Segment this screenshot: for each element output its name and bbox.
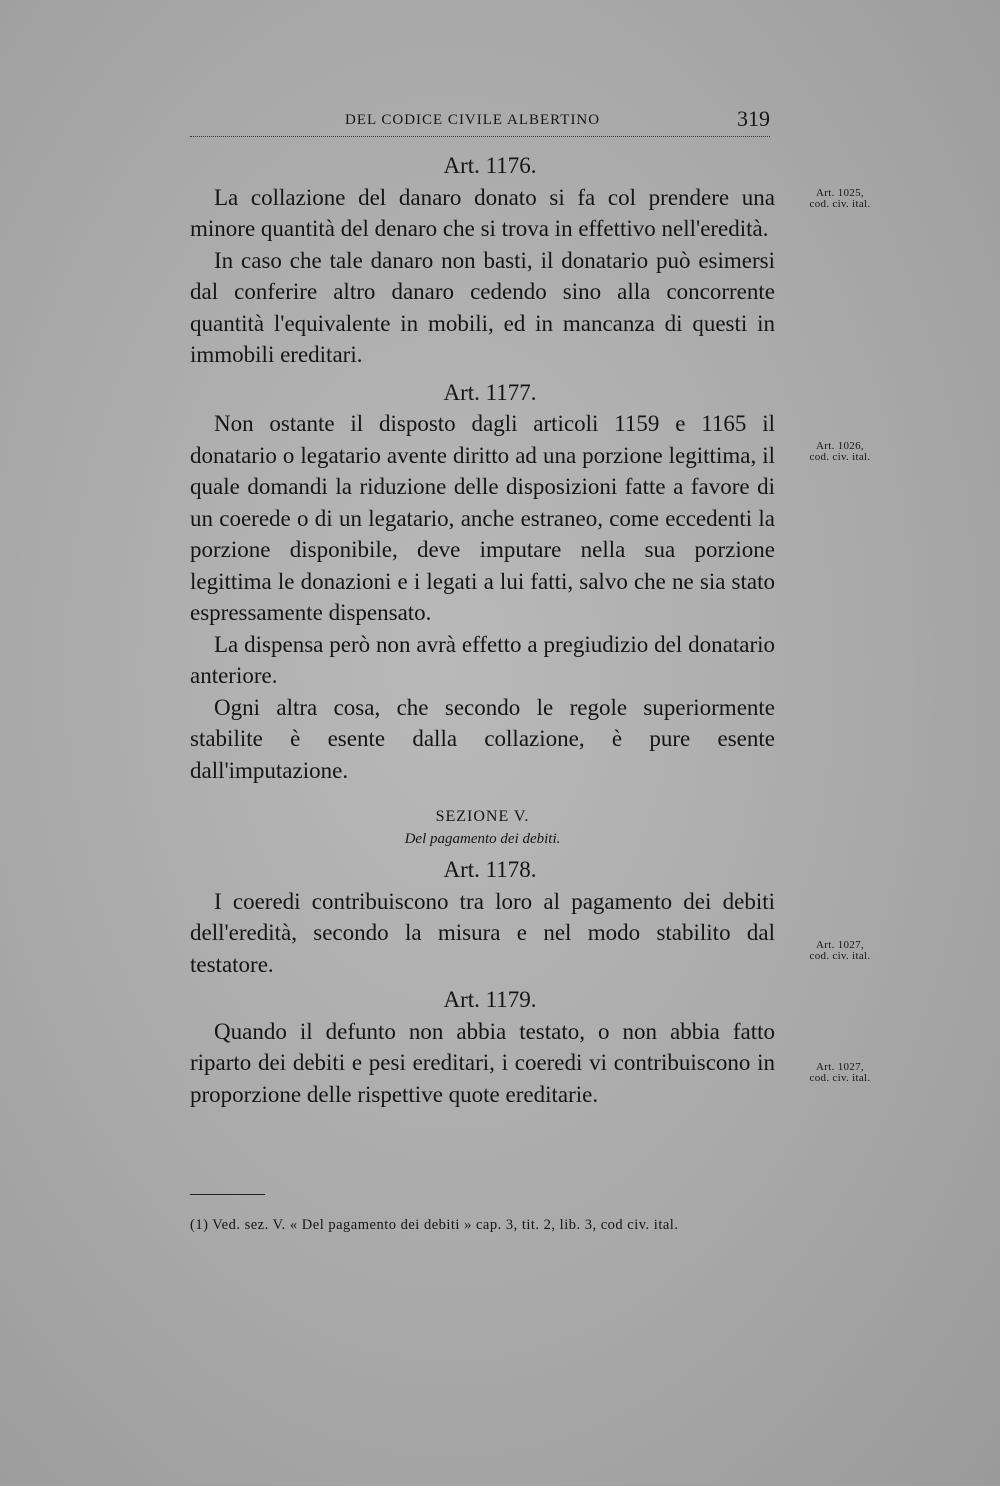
margin-note-line: cod. civ. ital. xyxy=(809,950,871,962)
margin-note-1179 xyxy=(795,1062,885,1084)
article-1176-paragraph-2: In caso che tale danaro non basti, il donatario può esimersi dal conferire altro danaro cedendo sino alla concorrente quantità l'equivalente in mobili, ed in mancanza di questi in immobili ereditari. xyxy=(190,247,775,367)
section-heading: SEZIONE V. xyxy=(435,808,530,825)
margin-note-line: Art. 1025, xyxy=(816,187,864,199)
footnote-rule xyxy=(190,1194,265,1195)
article-heading-1178: Art. 1178. xyxy=(443,857,537,882)
article-1177-paragraph-3: Ogni altra cosa, che secondo le regole superiormente stabilite è esente dalla collazione, è pure esente dall'imputazione. xyxy=(190,694,775,783)
margin-note-line: cod. civ. ital. xyxy=(809,451,871,463)
article-1177-paragraph-1: Non ostante il disposto dagli articoli 1159 e 1165 il donatario o legatario avente diritto ad una porzione legittima, il quale domandi la riduzione delle disposizioni fatte a favore di un coerede o di un legatario, anche estraneo, come eccedenti la porzione disponibile, deve imputare nella sua porzione legittima le donazioni e i legati a lui fatti, salvo che ne sia stato espressamente dispensato. xyxy=(190,411,775,625)
margin-note-line: Art. 1027, xyxy=(816,939,864,951)
margin-note-1178 xyxy=(795,940,885,962)
article-heading-1179: Art. 1179. xyxy=(443,987,537,1012)
margin-note-1177 xyxy=(795,441,885,463)
margin-note-line: cod. civ. ital. xyxy=(809,198,871,210)
article-1178-paragraph-1: I coeredi contribuiscono tra loro al pagamento dei debiti dell'eredità, secondo la misura e nel modo stabilito dal testatore. xyxy=(190,888,775,977)
article-heading-1176: Art. 1176. xyxy=(443,153,537,178)
article-heading-1177: Art. 1177. xyxy=(443,379,537,405)
margin-note-line: cod. civ. ital. xyxy=(809,1072,871,1084)
running-head xyxy=(190,108,770,137)
section-subtitle: Del pagamento dei debiti. xyxy=(404,831,561,847)
running-title: DEL CODICE CIVILE ALBERTINO xyxy=(345,112,601,128)
margin-note-1176 xyxy=(795,188,885,210)
article-1177-paragraph-2: La dispensa però non avrà effetto a pregiudizio del donatario anteriore. xyxy=(190,631,775,688)
article-1176-paragraph-1: La collazione del danaro donato si fa col prendere una minore quantità del denaro che si trova in effettivo nell'eredità. xyxy=(190,184,775,241)
page-number: 319 xyxy=(737,106,770,131)
article-1179-paragraph-1: Quando il defunto non abbia testato, o non abbia fatto riparto dei debiti e pesi ereditari, i coeredi vi contribuiscono in proporzione delle rispettive quote ereditarie. xyxy=(190,1018,775,1107)
footnote: (1) Ved. sez. V. « Del pagamento dei debiti » cap. 3, tit. 2, lib. 3, cod civ. ital. xyxy=(190,1216,679,1233)
margin-note-line: Art. 1026, xyxy=(816,440,864,452)
page-body xyxy=(190,150,775,1110)
margin-note-line: Art. 1027, xyxy=(816,1061,864,1073)
